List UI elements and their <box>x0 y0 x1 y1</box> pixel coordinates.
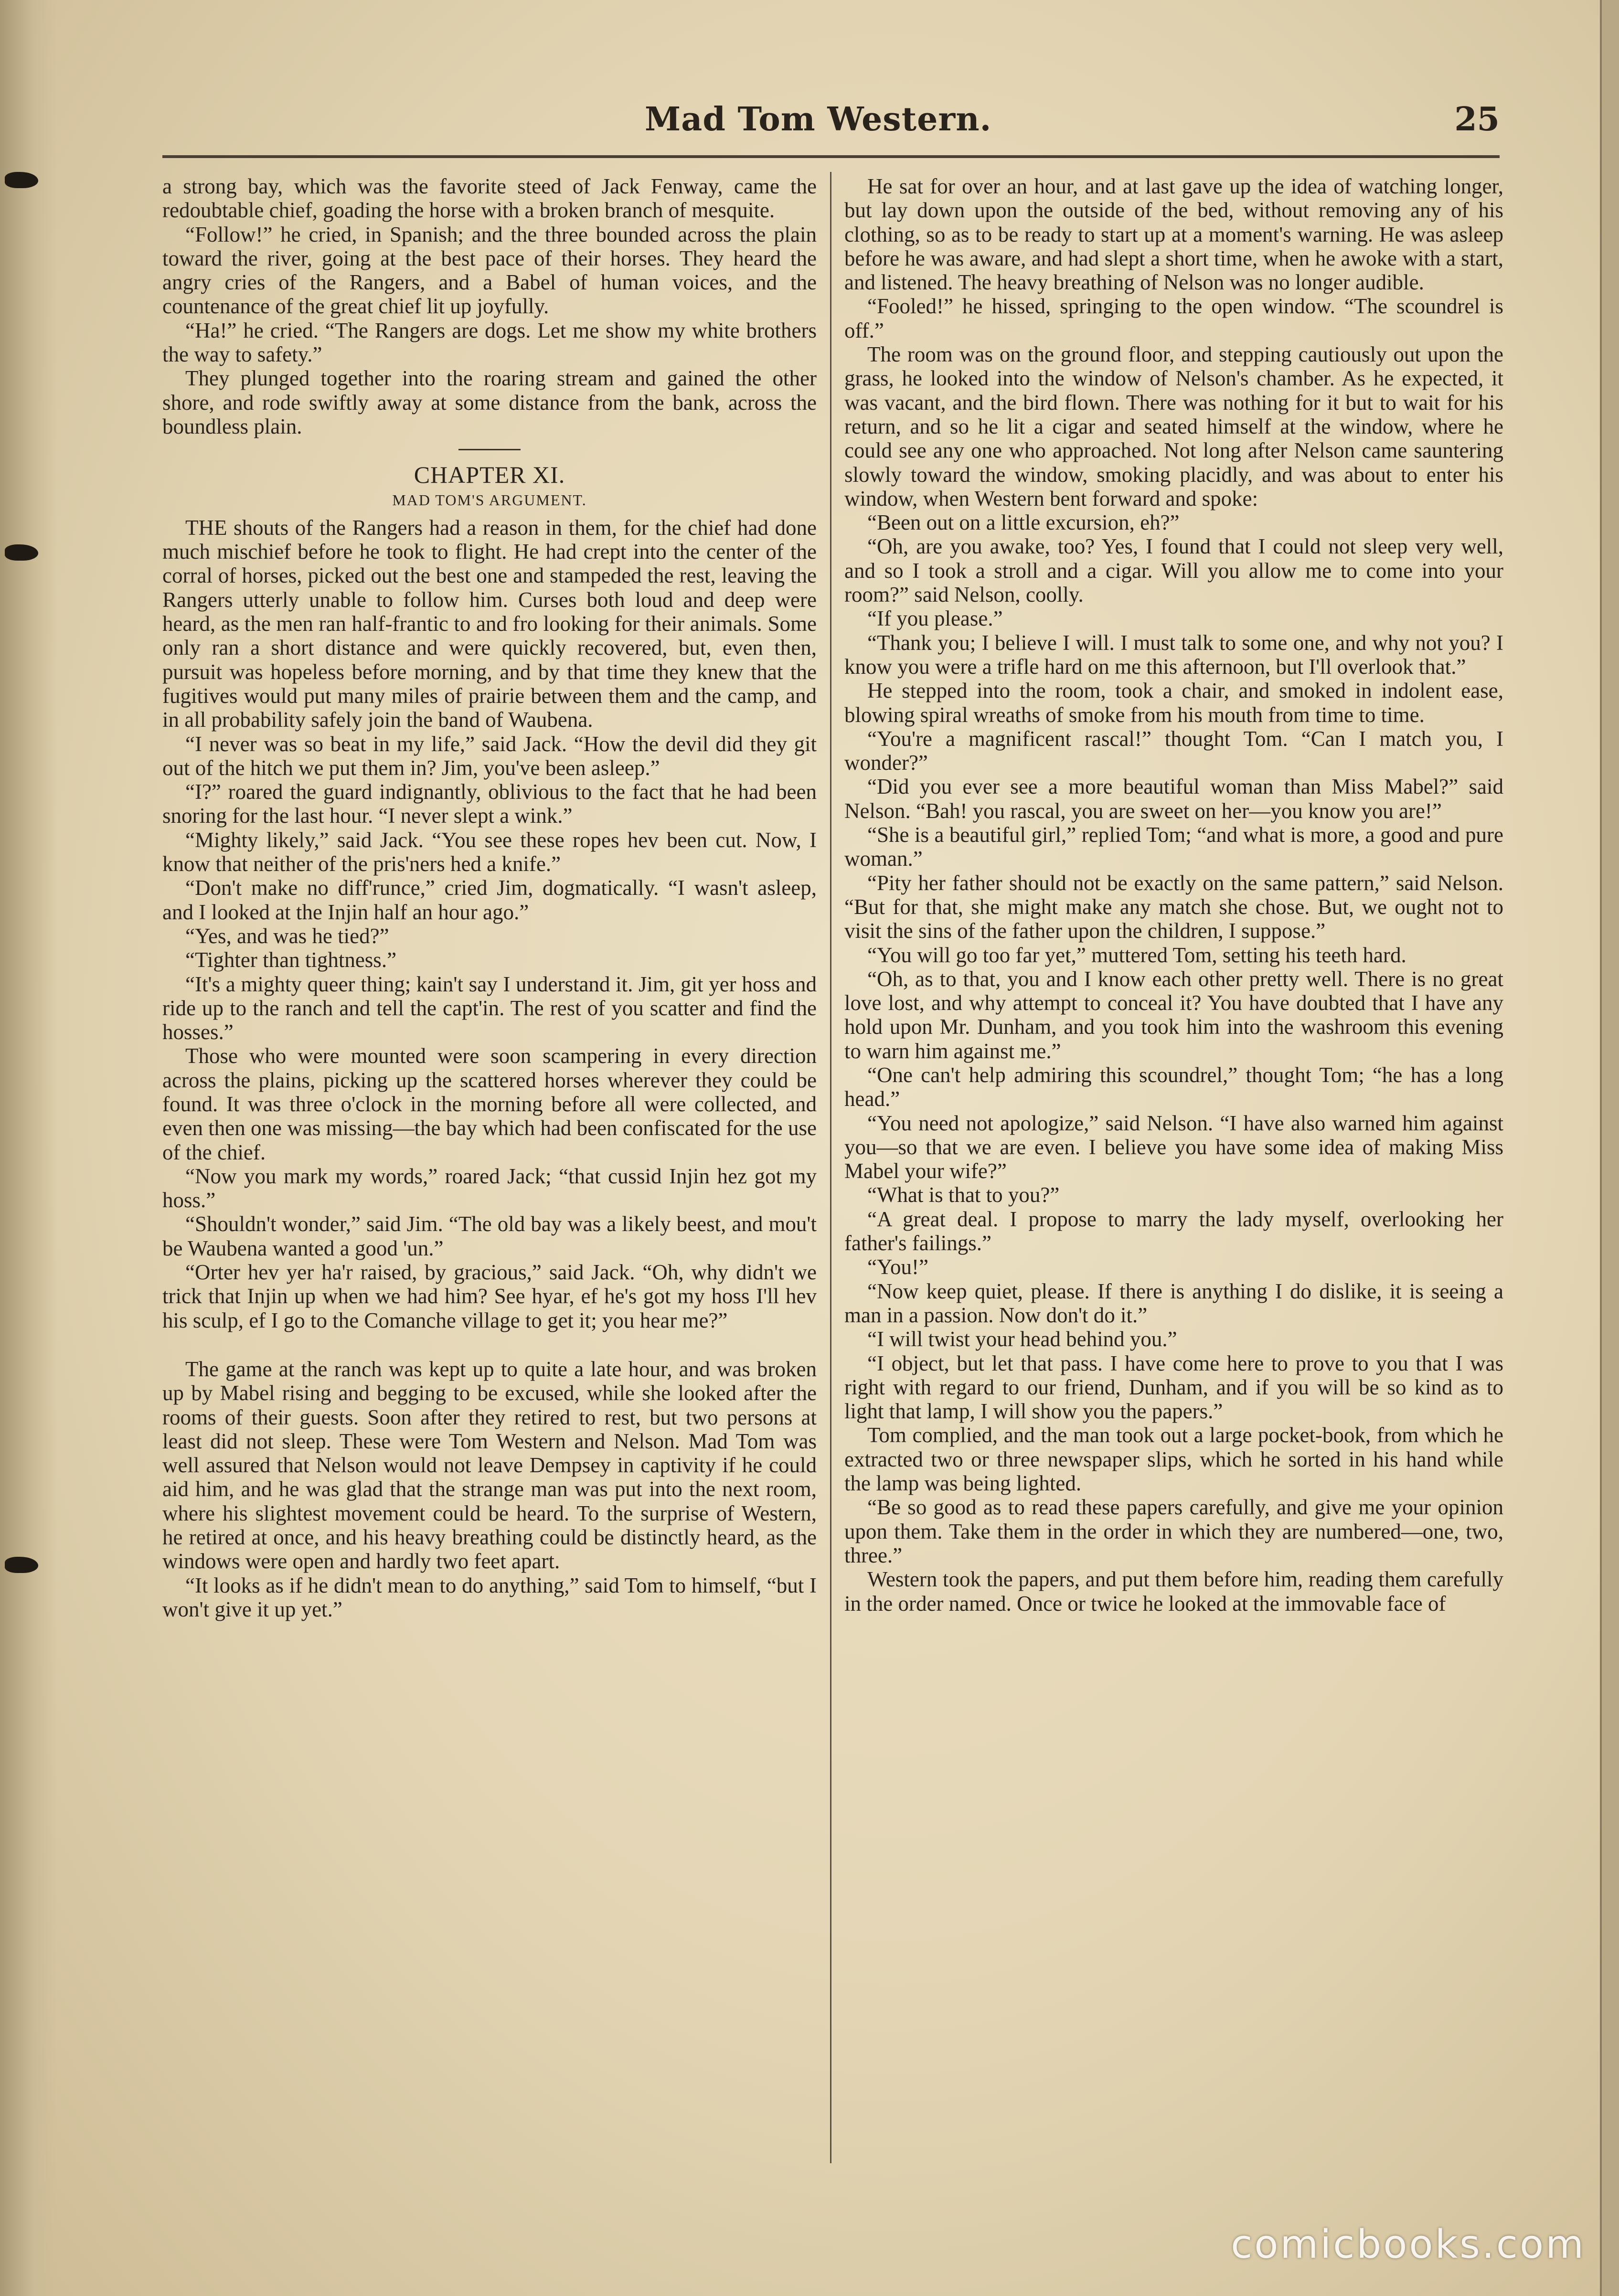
paragraph: “It looks as if he didn't mean to do anything,” said Tom to himself, “but I won't give it up yet.” <box>162 1573 817 1621</box>
paragraph: “You're a magnificent rascal!” thought Tom. “Can I match you, I wonder?” <box>844 726 1503 775</box>
paragraph: “Follow!” he cried, in Spanish; and the three bounded across the plain toward the river, going at the best pace of their horses. They heard the angry cries of the Rangers, and a Babel of human voices, and the countenance of the great chief lit up joyfully. <box>162 222 817 319</box>
paragraph: “A great deal. I propose to marry the lady myself, overlooking her father's failings.” <box>844 1207 1503 1255</box>
paragraph: “Mighty likely,” said Jack. “You see these ropes hev been cut. Now, I know that neither of the pris'ners hed a knife.” <box>162 828 817 876</box>
staple-mark <box>5 1557 38 1573</box>
staple-mark <box>5 544 38 561</box>
section-gap <box>162 1332 817 1357</box>
chapter-subtitle: MAD TOM'S ARGUMENT. <box>392 491 587 509</box>
paragraph: “Did you ever see a more beautiful woman than Miss Mabel?” said Nelson. “Bah! you rascal, you are sweet on her—you know you are!” <box>844 775 1503 823</box>
paragraph: “Be so good as to read these papers carefully, and give me your opinion upon them. Take them in the order in which they are numbered—one, two, three.” <box>844 1495 1503 1567</box>
running-head <box>162 100 1500 153</box>
paragraph: Western took the papers, and put them before him, reading them carefully in the order named. Once or twice he looked at the immovable face of <box>844 1567 1503 1616</box>
paragraph: “Pity her father should not be exactly on the same pattern,” said Nelson. “But for that, she might make any match she chose. But, we ought not to visit the sins of the father upon the children, I suppose.” <box>844 871 1503 943</box>
paragraph: “Fooled!” he hissed, springing to the open window. “The scoundrel is off.” <box>844 294 1503 342</box>
paragraph: “It's a mighty queer thing; kain't say I understand it. Jim, git yer hoss and ride up to the ranch and tell the capt'in. The rest of you scatter and find the hosses.” <box>162 972 817 1044</box>
column-divider <box>830 172 831 2163</box>
paragraph: “She is a beautiful girl,” replied Tom; “and what is more, a good and pure woman.” <box>844 823 1503 871</box>
paragraph: “Now keep quiet, please. If there is anything I do dislike, it is seeing a man in a passion. Now don't do it.” <box>844 1279 1503 1327</box>
paragraph: “I object, but let that pass. I have come here to prove to you that I was right with regard to our friend, Dunham, and if you will be so kind as to light that lamp, I will show you the papers.” <box>844 1351 1503 1424</box>
paragraph: “Now you mark my words,” roared Jack; “that cussid Injin hez got my hoss.” <box>162 1164 817 1212</box>
binding-gutter <box>0 0 57 2296</box>
paragraph: He stepped into the room, took a chair, and smoked in indolent ease, blowing spiral wreaths of smoke from his mouth from time to time. <box>844 679 1503 727</box>
paragraph: They plunged together into the roaring stream and gained the other shore, and rode swiftly away at some distance from the bank, across the boundless plain. <box>162 366 817 438</box>
paragraph: “One can't help admiring this scoundrel,” thought Tom; “he has a long head.” <box>844 1063 1503 1111</box>
paragraph: “Oh, as to that, you and I know each other pretty well. There is no great love lost, and why attempt to conceal it? You have doubted that I have any hold upon Mr. Dunham, and you took him into the washroom this evening to warn him against me.” <box>844 967 1503 1063</box>
paragraph: “I?” roared the guard indignantly, oblivious to the fact that he had been snoring for the last hour. “I never slept a wink.” <box>162 780 817 828</box>
paragraph: “Oh, are you awake, too? Yes, I found that I could not sleep very well, and so I took a stroll and a cigar. Will you allow me to come into your room?” said Nelson, coolly. <box>844 534 1503 607</box>
paragraph: “Don't make no diff'runce,” cried Jim, dogmatically. “I wasn't asleep, and I looked at the Injin half an hour ago.” <box>162 876 817 924</box>
paragraph: “Orter hev yer ha'r raised, by gracious,” said Jack. “Oh, why didn't we trick that Injin up when we had him? See hyar, ef he's got my hoss I'll hev his sculp, ef I go to the Comanche village to get it; you hear me?” <box>162 1260 817 1332</box>
page-number: 25 <box>1454 100 1500 138</box>
paragraph: “Thank you; I believe I will. I must talk to some one, and why not you? I know you were a trifle hard on me this afternoon, but I'll overlook that.” <box>844 630 1503 679</box>
page-edge <box>1600 0 1619 2296</box>
paragraph: “Ha!” he cried. “The Rangers are dogs. Let me show my white brothers the way to safety.” <box>162 318 817 367</box>
paragraph: “Shouldn't wonder,” said Jim. “The old bay was a likely beest, and mou't be Waubena wanted a good 'un.” <box>162 1212 817 1260</box>
paragraph: Tom complied, and the man took out a large pocket-book, from which he extracted two or three newspaper slips, which he sorted in his hand while the lamp was being lighted. <box>844 1423 1503 1496</box>
left-column <box>162 174 817 2170</box>
staple-mark <box>5 172 38 188</box>
paragraph: He sat for over an hour, and at last gave up the idea of watching longer, but lay down upon the outside of the bed, without removing any of his clothing, so as to be ready to start up at a moment's warning. He was asleep before he was aware, and had slept a short time, when he awoke with a start, and listened. The heavy breathing of Nelson was no longer audible. <box>844 174 1503 295</box>
paragraph: “I never was so beat in my life,” said Jack. “How the devil did they git out of the hitch we put them in? Jim, you've been asleep.” <box>162 732 817 780</box>
paragraph: The room was on the ground floor, and stepping cautiously out upon the grass, he looked into the window of Nelson's chamber. As he expected, it was vacant, and the bird flown. There was nothing for it but to wait for his return, and so he lit a cigar and seated himself at the window, where he could see any one who approached. Not long after Nelson came sauntering slowly toward the window, smoking placidly, and was about to enter his window, when Western bent forward and spoke: <box>844 342 1503 510</box>
chapter-divider <box>458 449 521 450</box>
paragraph: “I will twist your head behind you.” <box>867 1327 1177 1351</box>
paragraph: a strong bay, which was the favorite steed of Jack Fenway, came the redoubtable chief, goading the horse with a broken branch of mesquite. <box>162 174 817 223</box>
paragraph: “You need not apologize,” said Nelson. “I have also warned him against you—so that we are even. I believe you have some idea of making Miss Mabel your wife?” <box>844 1111 1503 1183</box>
site-watermark: comicbooks.com <box>1231 2222 1586 2267</box>
paragraph: “What is that to you?” <box>867 1183 1060 1207</box>
paragraph: “You!” <box>867 1255 928 1279</box>
paragraph: The game at the ranch was kept up to quite a late hour, and was broken up by Mabel rising and begging to be excused, while she looked after the rooms of their guests. Soon after they retired to rest, but two persons at least did not sleep. These were Tom Western and Nelson. Mad Tom was well assured that Nelson would not leave Dempsey in captivity if he could aid him, and he was glad that the strange man was put into the next room, where his slightest movement could be heard. To the surprise of Western, he retired at once, and his heavy breathing could be distinctly heard, as the windows were open and hardly two feet apart. <box>162 1357 817 1573</box>
paragraph: “Tighter than tightness.” <box>185 948 397 972</box>
running-title: Mad Tom Western. <box>645 100 992 138</box>
chapter-title: CHAPTER XI. <box>414 461 565 489</box>
paragraph: Those who were mounted were soon scampering in every direction across the plains, picking up the scattered horses wherever they could be found. It was three o'clock in the morning before all were collected, and even then one was missing—the bay which had been confiscated for the use of the chief. <box>162 1044 817 1164</box>
right-column <box>844 174 1503 2170</box>
paragraph: “If you please.” <box>867 606 1003 631</box>
paragraph: THE shouts of the Rangers had a reason in them, for the chief had done much mischief before he took to flight. He had crept into the center of the corral of horses, picked out the best one and stampeded the rest, leaving the Rangers utterly unable to follow him. Curses both loud and deep were heard, as the men ran half-frantic to and fro looking for their animals. Some only ran a short distance and were quickly recovered, but, even then, pursuit was hopeless before morning, and by that time they knew that the fugitives would put many miles of prairie between them and the camp, and in all probability safely join the band of Waubena. <box>162 515 817 732</box>
paragraph: “You will go too far yet,” muttered Tom, setting his teeth hard. <box>867 943 1406 967</box>
paragraph: “Yes, and was he tied?” <box>185 924 389 948</box>
paragraph: “Been out on a little excursion, eh?” <box>867 510 1180 535</box>
header-rule <box>162 155 1500 158</box>
